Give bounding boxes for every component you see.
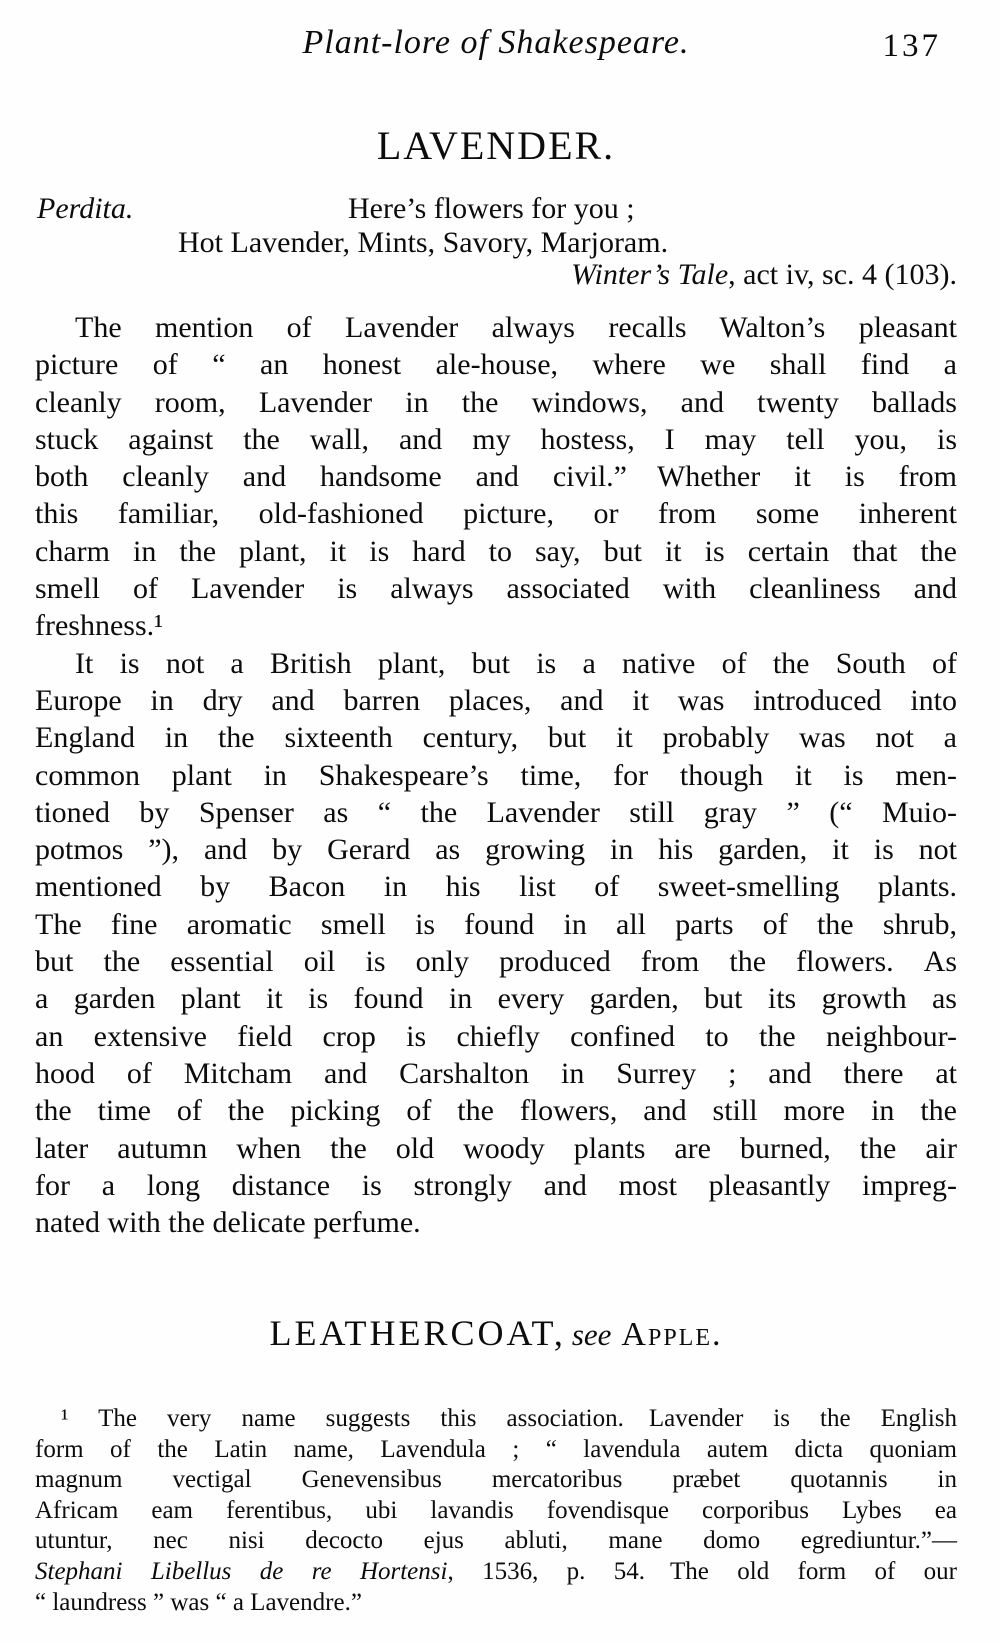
text-line: stuck against the wall, and my hostess, I may tell you, is [35, 422, 957, 456]
text-line: mentioned by Bacon in his list of sweet-smelling plants. [35, 870, 957, 904]
text-line: picture of “ an honest ale-house, where we shall find a [35, 348, 957, 382]
entry-title: LAVENDER. [376, 123, 616, 168]
text-line: The fine aromatic smell is found in all parts of the shrub, [35, 907, 957, 941]
epigraph-verse-line: Here’s flowers for you ; [348, 192, 635, 225]
text-line: The mention of Lavender always recalls Walton’s pleasant [75, 311, 957, 344]
text-line: an extensive field crop is chiefly confined to the neighbour- [35, 1019, 957, 1053]
text-line: cleanly room, Lavender in the windows, and twenty ballads [35, 385, 957, 419]
text-line: hood of Mitcham and Carshalton in Surrey ; and there at [35, 1056, 957, 1090]
footnote-line: “ laundress ” was “ a Lavendre.” [35, 1588, 362, 1616]
epigraph-source [35, 258, 957, 292]
text-line: this familiar, old-fashioned picture, or from some inherent [35, 497, 957, 531]
text-line: the time of the picking of the flowers, and still more in the [35, 1094, 957, 1128]
footnote-source-citation: , 1536, p. 54. The old form of our [447, 1557, 957, 1585]
text-line: charm in the plant, it is hard to say, but it is certain that the [35, 534, 957, 568]
text-column [35, 0, 957, 1643]
footnote-line: Africam eam ferentibus, ubi lavandis fovendisque corporibus Lybes ea [35, 1496, 957, 1524]
footnote-line: form of the Latin name, Lavendula ; “ lavendula autem dicta quoniam [35, 1435, 957, 1463]
footnote-line [35, 1557, 957, 1588]
text-line: freshness.¹ [35, 609, 164, 643]
running-head [35, 24, 957, 62]
text-line: later autumn when the old woody plants are burned, the air [35, 1131, 957, 1165]
text-line: a garden plant it is found in every garden, but its growth as [35, 982, 957, 1016]
running-title: Plant-lore of Shakespeare. [302, 24, 690, 61]
text-line: Europe in dry and barren places, and it was introduced into [35, 683, 957, 717]
page-number: 137 [882, 28, 941, 64]
text-line: It is not a British plant, but is a native of the South of [75, 646, 957, 680]
cross-reference-term: LEATHERCOAT, [269, 1313, 566, 1353]
text-line: smell of Lavender is always associated with cleanliness and [35, 572, 957, 606]
text-line: both cleanly and handsome and civil.” Whether it is from [35, 460, 957, 494]
epigraph-verse-line: Hot Lavender, Mints, Savory, Marjoram. [178, 226, 669, 259]
footnote-line: magnum vectigal Genevensibus mercatoribus præbet quotannis in [35, 1466, 957, 1494]
text-line: but the essential oil is only produced from the flowers. As [35, 945, 957, 979]
epigraph-source-title: Winter’s Tale [571, 258, 729, 291]
footnote-line: ¹ The very name suggests this association. Lavender is the English [61, 1405, 957, 1432]
cross-reference-see: see [571, 1317, 612, 1352]
footnote [35, 1404, 957, 1618]
cross-reference-target: Apple. [621, 1316, 723, 1353]
text-line: for a long distance is strongly and most pleasantly impreg- [35, 1168, 957, 1202]
body-text [35, 309, 957, 1241]
epigraph-speaker: Perdita. [37, 192, 134, 225]
footnote-line: utuntur, nec nisi decocto ejus abluti, mane domo egrediuntur.”— [35, 1527, 957, 1555]
text-line: potmos ”), and by Gerard as growing in his garden, it is not [35, 833, 957, 867]
epigraph-source-citation: , act iv, sc. 4 (103). [728, 258, 957, 291]
text-line: tioned by Spenser as “ the Lavender still gray ” (“ Muio- [35, 795, 957, 829]
text-line: common plant in Shakespeare’s time, for though it is men- [35, 758, 957, 792]
footnote-source-title: Stephani Libellus de re Hortensi [35, 1557, 448, 1585]
text-line: nated with the delicate perfume. [35, 1206, 421, 1240]
cross-reference [35, 1312, 957, 1354]
text-line: England in the sixteenth century, but it probably was not a [35, 721, 957, 755]
